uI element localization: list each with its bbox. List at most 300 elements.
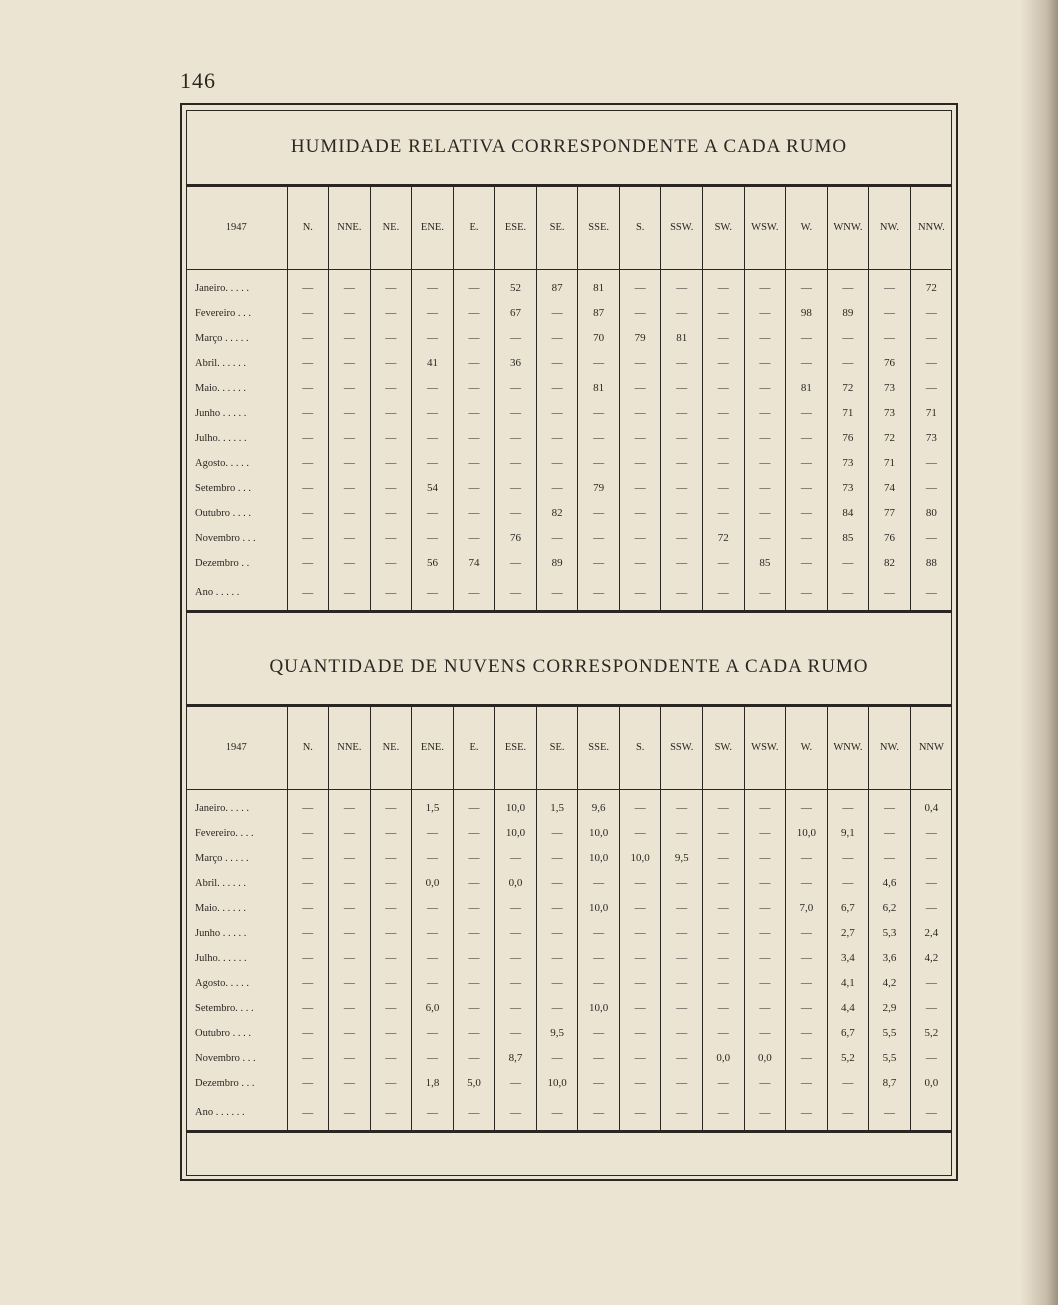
- humidity-col-header: SSW.: [661, 187, 703, 269]
- humidity-cell: —: [495, 476, 537, 501]
- humidity-cell: —: [703, 426, 745, 451]
- clouds-cell: —: [910, 896, 952, 921]
- clouds-cell: —: [578, 946, 620, 971]
- clouds-col-header: NW.: [869, 707, 911, 789]
- clouds-cell: 4,4: [827, 996, 869, 1021]
- humidity-cell: —: [910, 526, 952, 551]
- humidity-row-label: Ano . . . . .: [195, 587, 240, 598]
- humidity-cell: —: [744, 426, 786, 451]
- humidity-cell: —: [827, 576, 869, 610]
- clouds-cell: 5,5: [869, 1021, 911, 1046]
- clouds-cell: —: [703, 871, 745, 896]
- humidity-cell: 73: [827, 451, 869, 476]
- clouds-cell: —: [786, 1071, 828, 1096]
- clouds-cell: 5,3: [869, 921, 911, 946]
- clouds-cell: —: [703, 789, 745, 821]
- humidity-row-label: Junho . . . . .: [195, 407, 247, 419]
- clouds-cell: —: [370, 971, 412, 996]
- clouds-cell: —: [453, 921, 495, 946]
- humidity-cell: —: [287, 451, 329, 476]
- humidity-cell: —: [370, 476, 412, 501]
- clouds-cell: —: [744, 896, 786, 921]
- humidity-cell: —: [619, 476, 661, 501]
- clouds-cell: 2,4: [910, 921, 952, 946]
- humidity-row: [186, 326, 952, 351]
- humidity-col-header: E.: [453, 187, 495, 269]
- clouds-cell: —: [661, 971, 703, 996]
- humidity-row-label: Setembro . . .: [195, 482, 251, 494]
- clouds-cell: —: [744, 1021, 786, 1046]
- humidity-cell: 79: [619, 326, 661, 351]
- clouds-cell: —: [703, 971, 745, 996]
- humidity-col-header: ENE.: [412, 187, 454, 269]
- humidity-cell: —: [453, 476, 495, 501]
- humidity-cell: —: [370, 401, 412, 426]
- clouds-cell: —: [619, 1071, 661, 1096]
- humidity-cell: —: [370, 426, 412, 451]
- humidity-cell: —: [786, 326, 828, 351]
- clouds-cell: —: [329, 846, 371, 871]
- clouds-cell: —: [910, 1096, 952, 1130]
- humidity-cell: 67: [495, 301, 537, 326]
- humidity-cell: —: [370, 376, 412, 401]
- clouds-cell: —: [744, 946, 786, 971]
- clouds-cell: —: [536, 921, 578, 946]
- clouds-cell: —: [578, 1021, 620, 1046]
- humidity-cell: —: [619, 269, 661, 301]
- humidity-cell: —: [329, 551, 371, 576]
- humidity-cell: —: [578, 551, 620, 576]
- humidity-cell: —: [703, 326, 745, 351]
- clouds-row: [186, 789, 952, 821]
- humidity-cell: —: [287, 426, 329, 451]
- humidity-cell: —: [703, 476, 745, 501]
- humidity-cell: 81: [578, 269, 620, 301]
- clouds-cell: —: [453, 996, 495, 1021]
- clouds-cell: 10,0: [619, 846, 661, 871]
- clouds-cell: 10,0: [786, 821, 828, 846]
- clouds-cell: —: [287, 1021, 329, 1046]
- humidity-cell: —: [329, 326, 371, 351]
- clouds-title: QUANTIDADE DE NUVENS CORRESPONDENTE A CADA RUMO: [269, 656, 869, 677]
- clouds-cell: 6,0: [412, 996, 454, 1021]
- clouds-cell: —: [329, 1021, 371, 1046]
- humidity-cell: —: [869, 326, 911, 351]
- clouds-cell: —: [619, 871, 661, 896]
- clouds-row: [186, 1046, 952, 1071]
- clouds-cell: —: [578, 971, 620, 996]
- humidity-cell: —: [536, 576, 578, 610]
- clouds-row-label: Maio. . . . . .: [195, 902, 247, 914]
- clouds-row: [186, 846, 952, 871]
- clouds-cell: —: [827, 789, 869, 821]
- clouds-col-header: WNW.: [827, 707, 869, 789]
- clouds-cell: —: [370, 996, 412, 1021]
- clouds-cell: —: [661, 946, 703, 971]
- humidity-cell: —: [453, 576, 495, 610]
- humidity-cell: 54: [412, 476, 454, 501]
- humidity-cell: 72: [910, 269, 952, 301]
- humidity-cell: —: [495, 551, 537, 576]
- clouds-cell: —: [329, 789, 371, 821]
- clouds-cell: 6,7: [827, 896, 869, 921]
- humidity-col-header: SSE.: [578, 187, 620, 269]
- humidity-cell: —: [827, 326, 869, 351]
- clouds-cell: —: [287, 896, 329, 921]
- clouds-cell: 9,1: [827, 821, 869, 846]
- humidity-col-header: ESE.: [495, 187, 537, 269]
- clouds-cell: —: [619, 996, 661, 1021]
- clouds-row: [186, 1021, 952, 1046]
- clouds-cell: —: [786, 971, 828, 996]
- humidity-row: [186, 526, 952, 551]
- clouds-cell: 10,0: [578, 821, 620, 846]
- humidity-cell: 76: [869, 351, 911, 376]
- clouds-cell: —: [786, 946, 828, 971]
- clouds-col-header: WSW.: [744, 707, 786, 789]
- clouds-table: [186, 707, 952, 1130]
- clouds-cell: —: [744, 921, 786, 946]
- humidity-cell: —: [329, 301, 371, 326]
- humidity-cell: —: [744, 326, 786, 351]
- humidity-cell: —: [827, 551, 869, 576]
- clouds-cell: —: [453, 821, 495, 846]
- humidity-cell: —: [412, 376, 454, 401]
- clouds-row: [186, 896, 952, 921]
- humidity-cell: —: [370, 451, 412, 476]
- clouds-cell: 5,2: [827, 1046, 869, 1071]
- humidity-cell: 85: [827, 526, 869, 551]
- humidity-row-label: Janeiro. . . . .: [195, 282, 249, 294]
- humidity-cell: —: [661, 501, 703, 526]
- clouds-cell: —: [744, 1096, 786, 1130]
- clouds-cell: —: [578, 921, 620, 946]
- humidity-cell: 98: [786, 301, 828, 326]
- clouds-cell: —: [412, 846, 454, 871]
- humidity-cell: —: [329, 351, 371, 376]
- clouds-cell: —: [703, 1021, 745, 1046]
- humidity-cell: —: [619, 551, 661, 576]
- clouds-cell: —: [287, 921, 329, 946]
- clouds-cell: —: [578, 1046, 620, 1071]
- clouds-cell: —: [453, 1046, 495, 1071]
- clouds-cell: —: [287, 1071, 329, 1096]
- humidity-col-header: NW.: [869, 187, 911, 269]
- clouds-cell: —: [744, 871, 786, 896]
- humidity-row-label: Dezembro . .: [195, 557, 250, 569]
- clouds-cell: —: [412, 971, 454, 996]
- clouds-cell: 4,1: [827, 971, 869, 996]
- humidity-cell: —: [495, 451, 537, 476]
- humidity-cell: —: [703, 376, 745, 401]
- humidity-cell: —: [661, 376, 703, 401]
- clouds-cell: —: [370, 1096, 412, 1130]
- humidity-cell: 73: [827, 476, 869, 501]
- clouds-cell: 8,7: [869, 1071, 911, 1096]
- humidity-cell: —: [703, 401, 745, 426]
- humidity-cell: —: [910, 451, 952, 476]
- clouds-cell: —: [744, 821, 786, 846]
- clouds-cell: —: [869, 821, 911, 846]
- humidity-cell: —: [453, 401, 495, 426]
- clouds-cell: —: [370, 896, 412, 921]
- clouds-col-header: SE.: [536, 707, 578, 789]
- humidity-cell: 79: [578, 476, 620, 501]
- humidity-col-header: S.: [619, 187, 661, 269]
- clouds-cell: 2,7: [827, 921, 869, 946]
- humidity-row: [186, 451, 952, 476]
- clouds-cell: —: [619, 821, 661, 846]
- humidity-col-header: WNW.: [827, 187, 869, 269]
- humidity-cell: —: [287, 576, 329, 610]
- clouds-cell: 0,0: [744, 1046, 786, 1071]
- clouds-cell: 0,4: [910, 789, 952, 821]
- humidity-cell: —: [744, 476, 786, 501]
- humidity-col-header: NE.: [370, 187, 412, 269]
- clouds-cell: —: [370, 789, 412, 821]
- clouds-cell: —: [744, 789, 786, 821]
- humidity-cell: —: [287, 401, 329, 426]
- humidity-cell: —: [703, 269, 745, 301]
- humidity-cell: 81: [786, 376, 828, 401]
- humidity-cell: —: [412, 451, 454, 476]
- humidity-cell: 74: [869, 476, 911, 501]
- humidity-row-label: Maio. . . . . .: [195, 382, 247, 394]
- clouds-cell: —: [703, 896, 745, 921]
- humidity-cell: 82: [869, 551, 911, 576]
- clouds-col-header: 1947: [225, 742, 247, 754]
- clouds-header-row: [186, 707, 952, 789]
- clouds-cell: —: [578, 1071, 620, 1096]
- clouds-cell: —: [370, 871, 412, 896]
- humidity-cell: 74: [453, 551, 495, 576]
- humidity-header-row: [186, 187, 952, 269]
- clouds-cell: —: [287, 1046, 329, 1071]
- humidity-cell: —: [619, 401, 661, 426]
- clouds-cell: 5,0: [453, 1071, 495, 1096]
- clouds-cell: —: [495, 1021, 537, 1046]
- clouds-row-label: Dezembro . . .: [195, 1077, 255, 1089]
- clouds-cell: 6,7: [827, 1021, 869, 1046]
- clouds-cell: —: [869, 846, 911, 871]
- humidity-cell: —: [453, 301, 495, 326]
- clouds-cell: —: [329, 1071, 371, 1096]
- clouds-row-label: Março . . . . .: [195, 852, 249, 864]
- clouds-cell: 4,6: [869, 871, 911, 896]
- humidity-cell: —: [578, 426, 620, 451]
- clouds-cell: —: [619, 946, 661, 971]
- humidity-cell: —: [412, 401, 454, 426]
- humidity-cell: —: [287, 376, 329, 401]
- clouds-cell: —: [453, 1096, 495, 1130]
- humidity-title: HUMIDADE RELATIVA CORRESPONDENTE A CADA RUMO: [290, 136, 848, 157]
- humidity-cell: —: [536, 451, 578, 476]
- clouds-cell: —: [910, 996, 952, 1021]
- clouds-row-label: Junho . . . . .: [195, 927, 247, 939]
- clouds-row-label: Setembro. . . .: [195, 1002, 254, 1014]
- humidity-cell: —: [703, 351, 745, 376]
- humidity-cell: —: [412, 426, 454, 451]
- clouds-cell: —: [827, 1071, 869, 1096]
- humidity-cell: —: [744, 451, 786, 476]
- humidity-body: [186, 269, 952, 610]
- humidity-cell: 76: [827, 426, 869, 451]
- humidity-col-header: NNW.: [910, 187, 952, 269]
- clouds-row: [186, 971, 952, 996]
- clouds-cell: 4,2: [910, 946, 952, 971]
- humidity-cell: —: [578, 576, 620, 610]
- humidity-cell: 72: [827, 376, 869, 401]
- clouds-cell: —: [453, 971, 495, 996]
- humidity-cell: —: [536, 401, 578, 426]
- clouds-col-header: NE.: [370, 707, 412, 789]
- humidity-cell: —: [329, 426, 371, 451]
- clouds-cell: —: [412, 946, 454, 971]
- clouds-cell: 10,0: [578, 996, 620, 1021]
- humidity-cell: —: [453, 526, 495, 551]
- clouds-cell: —: [786, 846, 828, 871]
- clouds-cell: —: [786, 921, 828, 946]
- humidity-cell: 81: [661, 326, 703, 351]
- clouds-cell: 9,5: [661, 846, 703, 871]
- humidity-cell: 80: [910, 501, 952, 526]
- clouds-cell: —: [412, 1096, 454, 1130]
- clouds-cell: —: [786, 1096, 828, 1130]
- clouds-row-label: Ano . . . . . .: [195, 1107, 245, 1118]
- clouds-col-header: ESE.: [495, 707, 537, 789]
- clouds-cell: —: [827, 871, 869, 896]
- humidity-row: [186, 576, 952, 610]
- clouds-cell: —: [370, 1021, 412, 1046]
- humidity-row-label: Agosto. . . . .: [195, 457, 249, 469]
- humidity-cell: —: [412, 269, 454, 301]
- humidity-cell: —: [661, 426, 703, 451]
- clouds-cell: —: [910, 821, 952, 846]
- humidity-cell: —: [869, 269, 911, 301]
- clouds-cell: —: [619, 1021, 661, 1046]
- clouds-col-header: N.: [287, 707, 329, 789]
- clouds-row: [186, 821, 952, 846]
- humidity-cell: —: [329, 526, 371, 551]
- clouds-cell: —: [536, 971, 578, 996]
- clouds-cell: —: [786, 789, 828, 821]
- humidity-cell: —: [329, 401, 371, 426]
- humidity-cell: —: [287, 476, 329, 501]
- humidity-row-label: Abril. . . . . .: [195, 357, 247, 369]
- humidity-row: [186, 551, 952, 576]
- humidity-cell: —: [536, 351, 578, 376]
- clouds-cell: —: [703, 846, 745, 871]
- clouds-cell: —: [910, 871, 952, 896]
- humidity-cell: —: [744, 401, 786, 426]
- clouds-cell: 5,5: [869, 1046, 911, 1071]
- clouds-cell: —: [287, 821, 329, 846]
- humidity-cell: —: [619, 301, 661, 326]
- humidity-col-header: NNE.: [329, 187, 371, 269]
- humidity-cell: —: [578, 526, 620, 551]
- clouds-cell: —: [661, 996, 703, 1021]
- humidity-cell: —: [287, 351, 329, 376]
- humidity-cell: —: [619, 501, 661, 526]
- humidity-cell: —: [661, 551, 703, 576]
- clouds-cell: —: [329, 946, 371, 971]
- clouds-body: [186, 789, 952, 1130]
- humidity-cell: 36: [495, 351, 537, 376]
- humidity-cell: 84: [827, 501, 869, 526]
- clouds-cell: —: [619, 1046, 661, 1071]
- clouds-row-label: Novembro . . .: [195, 1052, 256, 1064]
- clouds-cell: 0,0: [412, 871, 454, 896]
- humidity-row: [186, 376, 952, 401]
- humidity-cell: —: [786, 576, 828, 610]
- clouds-cell: 10,0: [578, 846, 620, 871]
- humidity-cell: —: [786, 476, 828, 501]
- humidity-cell: —: [703, 551, 745, 576]
- clouds-cell: —: [744, 846, 786, 871]
- humidity-cell: —: [412, 501, 454, 526]
- clouds-cell: —: [578, 1096, 620, 1130]
- humidity-cell: —: [744, 526, 786, 551]
- clouds-cell: —: [619, 789, 661, 821]
- humidity-cell: 72: [869, 426, 911, 451]
- clouds-cell: —: [786, 1021, 828, 1046]
- humidity-cell: —: [619, 576, 661, 610]
- humidity-cell: —: [536, 326, 578, 351]
- humidity-cell: 89: [536, 551, 578, 576]
- clouds-cell: —: [370, 921, 412, 946]
- humidity-cell: 71: [869, 451, 911, 476]
- clouds-cell: 2,9: [869, 996, 911, 1021]
- humidity-cell: —: [453, 351, 495, 376]
- humidity-cell: —: [495, 376, 537, 401]
- clouds-bottom-rule: [186, 1130, 952, 1133]
- clouds-cell: —: [536, 821, 578, 846]
- clouds-cell: —: [744, 971, 786, 996]
- humidity-cell: 73: [869, 376, 911, 401]
- clouds-cell: —: [661, 1096, 703, 1130]
- clouds-cell: 1,5: [412, 789, 454, 821]
- humidity-cell: 77: [869, 501, 911, 526]
- clouds-cell: —: [370, 846, 412, 871]
- clouds-cell: 7,0: [786, 896, 828, 921]
- humidity-cell: —: [536, 526, 578, 551]
- humidity-cell: —: [910, 576, 952, 610]
- clouds-cell: —: [536, 896, 578, 921]
- humidity-cell: —: [578, 501, 620, 526]
- clouds-cell: 5,2: [910, 1021, 952, 1046]
- humidity-cell: —: [536, 426, 578, 451]
- clouds-col-header: NNW: [910, 707, 952, 789]
- clouds-cell: 1,5: [536, 789, 578, 821]
- humidity-cell: 81: [578, 376, 620, 401]
- clouds-cell: —: [661, 1046, 703, 1071]
- humidity-cell: 87: [578, 301, 620, 326]
- clouds-cell: 0,0: [910, 1071, 952, 1096]
- clouds-row: [186, 946, 952, 971]
- humidity-row: [186, 401, 952, 426]
- humidity-col-header: WSW.: [744, 187, 786, 269]
- clouds-cell: —: [536, 846, 578, 871]
- clouds-row-label: Agosto. . . . .: [195, 977, 249, 989]
- humidity-bottom-rule: [186, 610, 952, 613]
- humidity-cell: —: [453, 451, 495, 476]
- humidity-cell: 85: [744, 551, 786, 576]
- clouds-col-header: S.: [619, 707, 661, 789]
- humidity-cell: —: [786, 351, 828, 376]
- clouds-cell: —: [287, 996, 329, 1021]
- humidity-row: [186, 351, 952, 376]
- clouds-cell: —: [495, 1096, 537, 1130]
